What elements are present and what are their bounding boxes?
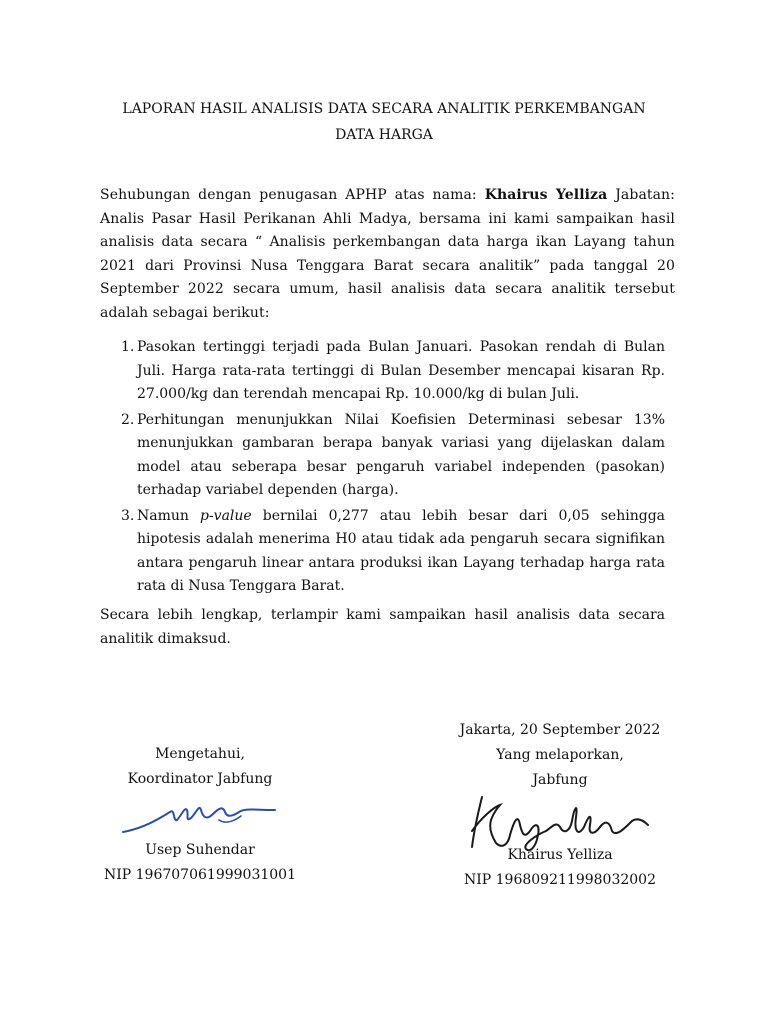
intro-text-before-name: Sehubungan dengan penugasan APHP atas nama: [100, 187, 477, 203]
right-signature-block [440, 718, 680, 893]
right-signer-nip: NIP 196809211998032002 [464, 872, 656, 888]
closing-paragraph: Secara lebih lengkap, terlampir kami sampaikan hasil analisis data secara analitik dimaksud. [100, 607, 665, 647]
list-item-text-before: Namun [137, 507, 189, 524]
title-line-1: LAPORAN HASIL ANALISIS DATA SECARA ANALITIK PERKEMBANGAN [122, 101, 646, 117]
document-title [60, 96, 708, 148]
intro-text-after-name: Jabatan: Analis Pasar Hasil Perikanan Ahli Madya, bersama ini kami sampaikan hasil analisis data secara “ Analisis perkembangan data harga ikan Layang tahun 2021 dari Provinsi Nusa Tenggara Barat secara analitik” pada tanggal 20 September 2022 secara umum, hasil analisis data secara analitik tersebut adalah sebagai berikut: [100, 187, 675, 321]
intro-paragraph [100, 184, 675, 325]
list-item-number: 1. [121, 339, 135, 355]
left-signature-block [90, 742, 310, 888]
list-item-text-after: bernilai 0,277 atau lebih besar dari 0,05 sehingga hipotesis adalah menerima H0 atau tidak ada pengaruh secara signifikan antara pengaruh linear antara produksi ikan Layang terhadap harga rata rata di Nusa Tenggara Barat. [137, 507, 666, 594]
right-signer-name: Khairus Yelliza [507, 847, 613, 863]
place-date: Jakarta, 20 September 2022 [459, 722, 661, 738]
title-line-2: DATA HARGA [335, 127, 433, 143]
reporter-title: Jabfung [532, 772, 588, 788]
list-item [100, 409, 665, 503]
list-item-number: 2. [121, 411, 135, 428]
assignee-name: Khairus Yelliza [484, 187, 608, 203]
list-item-text: Perhitungan menunjukkan Nilai Koefisien Determinasi sebesar 13% menunjukkan gambaran berapa banyak variasi yang dijelaskan dalam model atau seberapa besar pengaruh variabel independen (pasokan) terhadap variabel dependen (harga). [137, 411, 665, 498]
list-item-text: Pasokan tertinggi terjadi pada Bulan Januari. Pasokan rendah di Bulan Juli. Harga rata-rata tertinggi di Bulan Desember mencapai kisaran Rp. 27.000/kg dan terendah mencapai Rp. 10.000/kg di bulan Juli. [137, 339, 665, 402]
p-value-term: p-value [199, 507, 252, 524]
left-signature-image [115, 798, 285, 838]
left-signer-name: Usep Suhendar [145, 842, 255, 858]
acknowledged-label: Mengetahui, [155, 746, 245, 762]
left-signer-nip: NIP 196707061999031001 [104, 867, 296, 883]
reporter-label: Yang melaporkan, [496, 747, 624, 763]
findings-list [100, 336, 665, 601]
coordinator-title: Koordinator Jabfung [127, 771, 273, 787]
list-item [100, 505, 665, 599]
list-item [100, 336, 665, 407]
list-item-number: 3. [121, 507, 135, 524]
